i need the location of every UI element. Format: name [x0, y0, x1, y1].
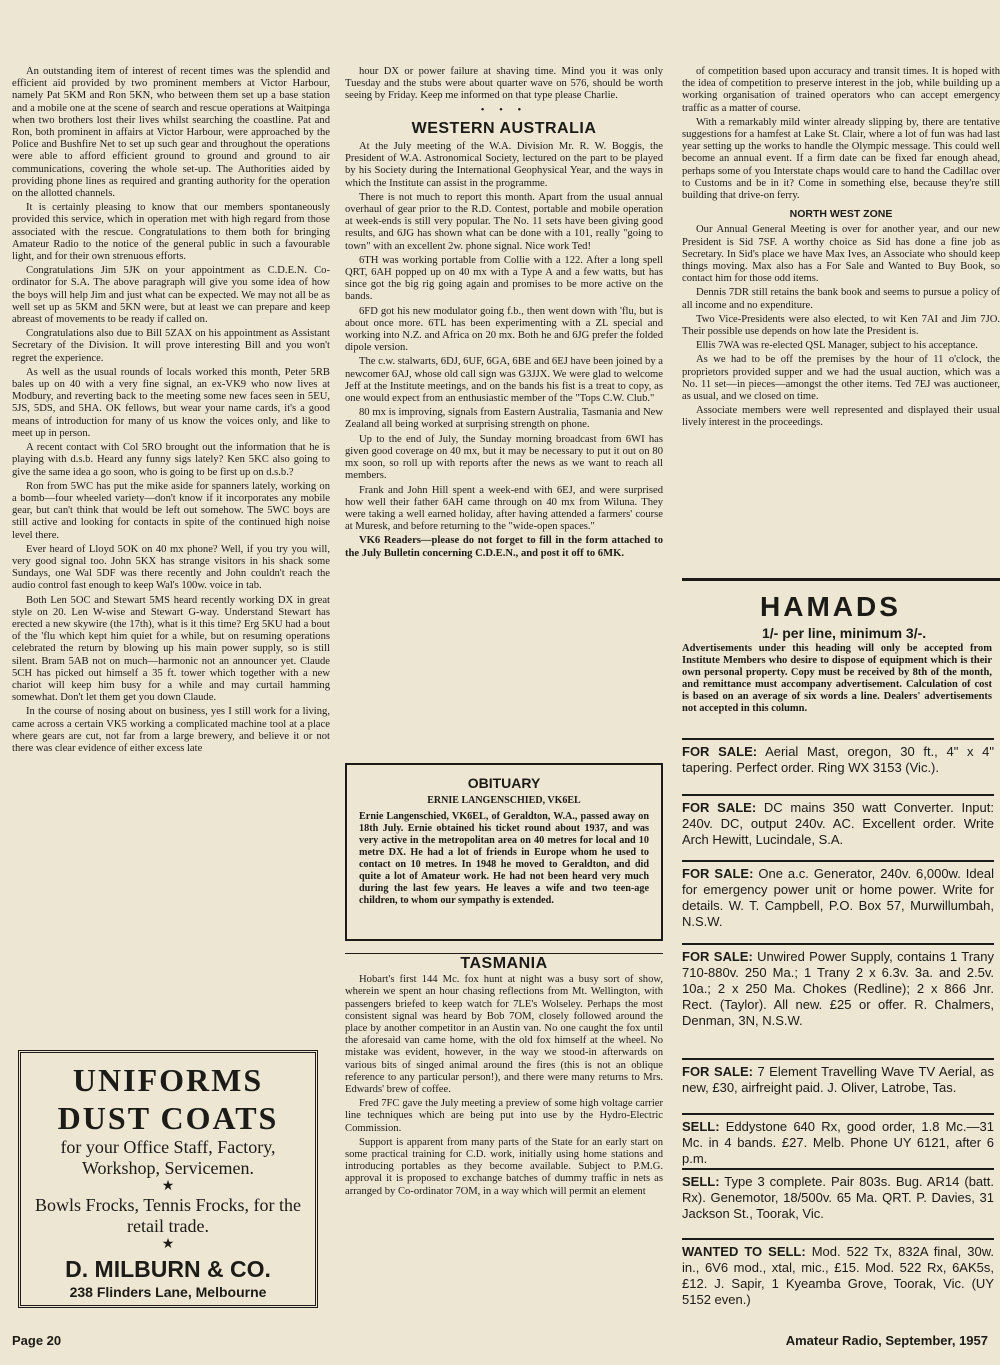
star-icon: ★: [161, 1237, 175, 1252]
obituary-heading: OBITUARY: [467, 775, 541, 791]
ad-text: Unwired Power Supply, contains 1 Trany 710-880v. 250 Ma.; 1 Trany 2 x 6.3v. 3a. and 2.5v. 10a.; 2 x 250 Ma. Chokes (Redline); 2 x 866 Jnr. Rect. (Taylor). All new. £25 or offer. R. Chalmers, Denman, 3N, N.S.W.: [682, 949, 994, 1028]
paragraph: Fred 7FC gave the July meeting a preview of some high voltage carrier line techniques which are being put into use by the Hydro-Electric Commission.: [345, 1098, 663, 1134]
ad-lead: FOR SALE:: [682, 1064, 753, 1079]
column-1: [12, 66, 330, 1066]
paragraph: Hobart's first 144 Mc. fox hunt at night was a busy sort of show, wherein we spent an hour chasing reflections from Mt. Wellington, with passengers briefed to keep watch for 7LE's Wolseley. Perhaps the most consistent signal was heard by Bob 7OM, closely followed around the place by another competitor in an Austin van. No one caught the fox until the aforesaid van came home, with the old fox himself at the wheel. No mistake was evident, however, in the way we stood-in afterwards on various bits of singed animal around the fires (this is not an oblique reference to any particular person!), and there were many returns to Mrs. Edwards' brew of coffee.: [345, 974, 663, 1096]
paragraph: At the July meeting of the W.A. Division Mr. R. W. Boggis, the President of W.A. Astronomical Society, lectured on the part to be played by his Society during the International Geophysical Year, and the ways in which the Institute can assist in the programme.: [345, 141, 663, 189]
obituary-subheading: ERNIE LANGENSCHIED, VK6EL: [427, 795, 581, 806]
column-3: [682, 66, 1000, 566]
ad-text: 7 Element Travelling Wave TV Aerial, as new, £30, airfreight paid. J. Oliver, Latrobe, Tas.: [682, 1064, 994, 1095]
paragraph: 6TH was working portable from Collie with a 122. After a long spell QRT, 6AH popped up on 40 mx with a Type A and a few watts, but has since got the big rig going again and promises to be more active on the bands.: [345, 254, 663, 303]
paragraph: There is not much to report this month. Apart from the usual annual overhaul of gear prior to the R.D. Contest, portable and mobile operation at week-ends is still very popular. The No. 11 sets have been giving good results, and 6JG has shown what can be done with a 101, really "going to town" with an excellent 2w. phone signal. Nice work Ted!: [345, 191, 663, 252]
classified-ad: [682, 943, 994, 1029]
ad-text: Aerial Mast, oregon, 30 ft., 4" x 4" tapering. Perfect order. Ring WX 3153 (Vic.).: [682, 744, 994, 775]
classified-ad: [682, 1238, 994, 1308]
paragraph: Congratulations also due to Bill 5ZAX on his appointment as Assistant Secretary of the Division. It will prove interesting Bill and you won't regret the experience.: [12, 328, 330, 364]
ad-text: Type 3 complete. Pair 803s. Bug. AR14 (batt. Rx). Genemotor, 18/500v. 65 Ma. QRT. P. Davies, 31 Jackson St., Toorak, Vic.: [682, 1174, 994, 1221]
paragraph: Congratulations Jim 5JK on your appointment as C.D.E.N. Co-ordinator for S.A. The above paragraph will give you some idea of how the boys will help Jim and just what can be expected. We may not all be as well set up as 5KM and 5KN were, but at least we can prepare and keep abreast of movements to be ready if called on.: [12, 265, 330, 326]
advert-firm-name: D. MILBURN & CO.: [65, 1256, 271, 1282]
ad-lead: WANTED TO SELL:: [682, 1244, 806, 1259]
column-2: [345, 66, 663, 766]
obituary-box: [345, 763, 663, 941]
hamads-header: [682, 578, 1000, 719]
paragraph: Both Len 5OC and Stewart 5MS heard recently working DX in great style on 20. Len W-wise and Stewart G-way. Understand Stewart has erected a new skywire (the 17th), what is it this time? Erg 5KU had a bout of the 'flu which kept him quiet for a while, but on resuming operations celebrated the return by blowing up his main power supply, so is still silent. Bram 5AB not on much—harmonic not an announcer yet. Claude 5CH has picked out himself a 35 ft. tower which together with a new chariot will keep him busy for a while and may curtail hamming somewhat. Don't let them get you down Claude.: [12, 594, 330, 704]
heading-tasmania: TASMANIA: [345, 953, 663, 970]
section-separator: • • •: [480, 104, 528, 116]
ad-text: One a.c. Generator, 240v. 6,000w. Ideal for emergency power unit or home power. Write for details. W. T. Campbell, P.O. Box 57, Murwillumbah, N.S.W.: [682, 866, 994, 929]
obituary-text: Ernie Langenschied, VK6EL, of Geraldton, W.A., passed away on 18th July. Ernie obtained his ticket round about 1937, and was very active in the metropolitan area on 40 metres for local and 10 metre DX. He had a lot of friends in Europe whom he used to contact on 10 metres. In 1948 he moved to Geraldton, and did quite a lot of Amateur work. He had not been heard very much during the last few years. He leaves a wife and two teen-age children, to whom our sympathy is extended.: [359, 811, 649, 906]
paragraph: hour DX or power failure at shaving time. Mind you it was only Tuesday and the stubs were about quarter wave on 576, should be worth seeing by Friday. Keep me informed on that type please Charlie.: [345, 66, 663, 102]
page-number: Page 20: [12, 1333, 62, 1348]
ad-lead: FOR SALE:: [682, 866, 754, 881]
heading-western-australia: WESTERN AUSTRALIA: [411, 119, 597, 137]
paragraph: As we had to be off the premises by the hour of 11 o'clock, the proprietors provided supper and we had the usual auction, which was a No. 11 set—in pieces—amongst the other items. Ted 7EJ was auctioneer, as usual, and we closed on time.: [682, 354, 1000, 403]
vk6-notice: VK6 Readers—please do not forget to fill in the form attached to the July Bulletin concerning C.D.E.N., and post it off to 6MK.: [345, 535, 663, 559]
tasmania-section: [345, 945, 663, 1340]
ad-lead: FOR SALE:: [682, 949, 753, 964]
paragraph: Ellis 7WA was re-elected QSL Manager, subject to his acceptance.: [696, 340, 978, 352]
paragraph: It is certainly pleasing to know that our members spontaneously provided this service, which in operation met with high regard from those associated with the rescue. Congratulations to them both for bringing Amateur Radio to the notice of the general public in such a favourable light, and for their own strenuous efforts.: [12, 202, 330, 263]
paragraph: Ever heard of Lloyd 5OK on 40 mx phone? Well, if you try you will, very good signal too. John 5KX has strange visitors in his shack some Sundays, one Wal 5DF was there recently and John couldn't reach the audio control fast enough to keep Wal's 100w. voice in tab.: [12, 543, 330, 592]
ad-lead: FOR SALE:: [682, 744, 758, 759]
uniforms-advert: [18, 1050, 318, 1308]
classified-ad: [682, 860, 994, 930]
star-icon: ★: [161, 1179, 175, 1194]
ad-text: DC mains 350 watt Converter. Input: 240v. DC, output 240v. AC. Excellent order. Write Arch Hewitt, Lucindale, S.A.: [682, 800, 994, 847]
classified-ad: [682, 794, 994, 848]
classified-ad: [682, 1113, 994, 1167]
hamads-title: HAMADS: [760, 591, 901, 622]
paragraph: Two Vice-Presidents were also elected, to wit Ken 7AI and Jim 7JO. Their possible use depends on how late the President is.: [682, 313, 1000, 338]
hamads-rules: Advertisements under this heading will only be accepted from Institute Members who desire to dispose of equipment which is their own personal property. Copy must be received by 8th of the month, and remittance must accompany advertisement. Calculation of cost is based on an average of six words a line. Dealers' advertisements not accepted in this column.: [682, 643, 992, 714]
advert-line-uniforms: UNIFORMS: [72, 1062, 264, 1098]
classified-ad: [682, 1058, 994, 1096]
paragraph: 80 mx is improving, signals from Eastern Australia, Tasmania and New Zealand all being worked at surprising strength on phone.: [345, 407, 663, 431]
advert-address: 238 Flinders Lane, Melbourne: [69, 1284, 267, 1300]
publication-footer: Amateur Radio, September, 1957: [785, 1333, 988, 1348]
paragraph: With a remarkably mild winter already slipping by, there are tentative suggestions for a hamfest at Lake St. Clair, where a lot of fun was had last year setting up the works to handle the Olympic message. This could well become an annual event. If a firm date can be fixed far enough ahead, perhaps some of you Interstate chaps would care to hand the Cadillac over to Customs and be in it? Come in something else, because they're still building that drive-on ferry.: [682, 116, 1000, 202]
paragraph: As well as the usual rounds of locals worked this month, Peter 5RB bales up on 40 with a very fine signal, an ex-VK9 who now lives at Modbury, and reverting back to the meeting some new faces seen in 5EU, 5JS, 5DS, and 5HA. OK fellows, but wear your name cards, it's a good means of introduction for many of us know the voices only, and like to meet up in person.: [12, 366, 330, 439]
advert-line-frocks: Bowls Frocks, Tennis Frocks, for the retail trade.: [35, 1195, 301, 1236]
paragraph: Our Annual General Meeting is over for another year, and our new President is Sid 7SF. A worthy choice as Sid has done a fine job as Secretary. In Sid's place we have Max Ives, an Associate who should keep things moving. Max also has a For Sale and Wanted to Buy Book, so contact him for those odd items.: [682, 224, 1000, 285]
paragraph: Dennis 7DR still retains the bank book and seems to pursue a policy of all income and no expenditure.: [682, 287, 1000, 311]
classified-ad: [682, 1168, 994, 1222]
hamads-rate: 1/- per line, minimum 3/-.: [762, 625, 927, 641]
paragraph: In the course of nosing about on business, yes I still work for a living, came across a certain VK5 working a complicated machine tool at a place where gears are cut, not far from a large brewery, and believe it or not there was clear evidence of either excess late: [12, 706, 330, 754]
paragraph: of competition based upon accuracy and transit times. It is hoped with the idea of competition to preserve interest in the job, while building up a working organisation of trained operators who can accept emergency traffic as a matter of course.: [682, 66, 1000, 114]
ad-lead: FOR SALE:: [682, 800, 757, 815]
paragraph: Associate members were well represented and displayed their usual lively interest in the proceedings.: [682, 405, 1000, 429]
paragraph: Support is apparent from many parts of the State for an early start on some practical training for C.D. work, initially using home stations and introducing portables as they become available. Subject to P.M.G. approval it is proposed to exchange batches of dummy traffic in nets as arranged by Co-ordinator 7OM, in a way which will permit an element: [345, 1136, 663, 1197]
heading-north-west-zone: NORTH WEST ZONE: [789, 208, 893, 221]
advert-line-dust-coats: DUST COATS: [57, 1100, 279, 1136]
ad-text: Mod. 522 Tx, 832A final, 30w. in., 6V6 mod., xtal, mic., £15. Mod. 522 Rx, 6AK5s, £12. J. Sapir, 1 Kyeamba Grove, Toorak, Vic. (UY 5152 even.): [682, 1244, 994, 1307]
paragraph: Up to the end of July, the Sunday morning broadcast from 6WI has given good coverage on 40 mx, but it may be necessary to put it out on 80 mx soon, so roll up with reports after the news as we want to reach all members.: [345, 433, 663, 482]
paragraph: 6FD got his new modulator going f.b., then went down with 'flu, but is about once more. 6TL has been experimenting with a ZL special and working into N.Z. and Africa on 20 mx. Both he and 6JG prefer the folded dipole version.: [345, 305, 663, 354]
paragraph: Frank and John Hill spent a week-end with 6EJ, and were surprised how well their father 6AH came through on 40 mx from Wiluna. They were taking a well earned holiday, after having attended a farmers' course at Muresk, and before returning to the "wide-open spaces.": [345, 484, 663, 533]
classified-ad: [682, 738, 994, 776]
paragraph: Ron from 5WC has put the mike aside for spanners lately, working on a bomb—four wheeled variety—don't know if it incorporates any mobile gear, but can't think that would be left out somehow. The 5WC boys are still active and looking for contacts in spite of the continued high noise level there.: [12, 480, 330, 541]
ad-lead: SELL:: [682, 1174, 720, 1189]
paragraph: The c.w. stalwarts, 6DJ, 6UF, 6GA, 6BE and 6EJ have been joined by a newcomer 6AJ, whose old call sign was G3JJX. We were glad to welcome Jeff at the Institute meetings, and on the bands his fist is a treat to copy, as one would expect from an enthusiastic member of the "Tops C.W. Club.": [345, 356, 663, 405]
paragraph: A recent contact with Col 5RO brought out the information that he is playing with d.s.b. Heard any funny sigs lately? Ken 5KC also going to give the same idea a go soon, who is going to be first up on d.s.b.?: [12, 442, 330, 478]
paragraph: An outstanding item of interest of recent times was the splendid and efficient aid provided by two prominent members at Victor Harbour, namely Pat 5KM and Ron 5KN, who between them set up a base station and a mobile one at the scene of search and rescue operations at Waitpinga when two brothers lost their lives whilst searching the coastline. Pat and Ron, both prominent in affairs at Victor Harbour, were approached by the Police and Bushfire Net to set up such gear and throughout the operations were able to afford efficient ground to ground and ground to air communications, covering the whole set-up. The Authorities aided by providing phone lines as required and granting authority for the operation on the allotted channels.: [12, 66, 330, 200]
ad-lead: SELL:: [682, 1119, 720, 1134]
advert-line-staff: for your Office Staff, Factory, Workshop, Servicemen.: [60, 1137, 276, 1178]
ad-text: Eddystone 640 Rx, good order, 1.8 Mc.—31 Mc. in 4 bands. £27. Melb. Phone UY 6121, after 6 p.m.: [682, 1119, 994, 1166]
